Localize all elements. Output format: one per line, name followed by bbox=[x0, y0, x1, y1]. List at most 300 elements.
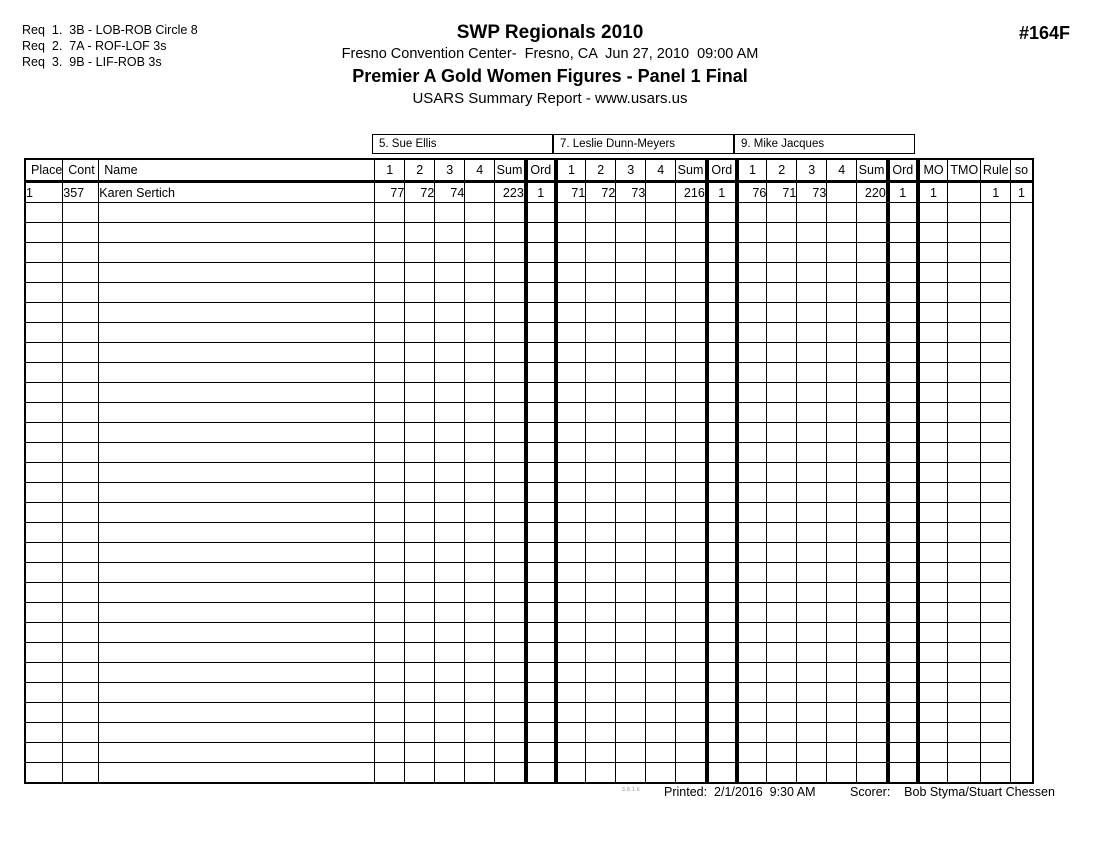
cell-empty bbox=[405, 343, 435, 363]
table-row-empty[interactable] bbox=[25, 243, 1033, 263]
cell-empty bbox=[888, 243, 918, 263]
table-row-empty[interactable] bbox=[25, 263, 1033, 283]
cell-empty bbox=[767, 243, 797, 263]
table-row-empty[interactable] bbox=[25, 443, 1033, 463]
cell-empty bbox=[676, 383, 707, 403]
cell-empty bbox=[556, 403, 586, 423]
cell-empty bbox=[981, 583, 1011, 603]
cell-empty bbox=[25, 623, 63, 643]
cell-empty bbox=[556, 623, 586, 643]
cell-empty bbox=[981, 403, 1011, 423]
table-row-empty[interactable] bbox=[25, 663, 1033, 683]
cell-empty bbox=[646, 603, 676, 623]
cell-empty bbox=[526, 683, 556, 703]
cell-empty bbox=[857, 263, 888, 283]
cell-empty bbox=[526, 583, 556, 603]
cell-empty bbox=[676, 263, 707, 283]
table-row-empty[interactable] bbox=[25, 363, 1033, 383]
cell-empty bbox=[616, 283, 646, 303]
cell-empty bbox=[888, 483, 918, 503]
cell-empty bbox=[767, 583, 797, 603]
cell-empty bbox=[586, 423, 616, 443]
col-header-j3-score-3: 3 bbox=[797, 159, 827, 182]
cell-empty bbox=[586, 683, 616, 703]
cell-empty bbox=[435, 483, 465, 503]
cell-empty bbox=[526, 503, 556, 523]
cell-empty bbox=[646, 283, 676, 303]
cell-empty bbox=[981, 243, 1011, 263]
cell-empty bbox=[827, 463, 857, 483]
cell-empty bbox=[981, 623, 1011, 643]
col-header-j3-sum: Sum bbox=[857, 159, 888, 182]
cell-empty bbox=[948, 443, 981, 463]
table-row-empty[interactable] bbox=[25, 203, 1033, 223]
cell-empty bbox=[526, 703, 556, 723]
cell-empty bbox=[797, 723, 827, 743]
cell-empty bbox=[857, 563, 888, 583]
cell-empty bbox=[827, 523, 857, 543]
cell-empty bbox=[767, 223, 797, 243]
cell-empty bbox=[676, 583, 707, 603]
cell-empty bbox=[25, 383, 63, 403]
cell-empty bbox=[63, 523, 99, 543]
cell-empty bbox=[375, 543, 405, 563]
cell-empty bbox=[827, 643, 857, 663]
cell-empty bbox=[556, 563, 586, 583]
cell-empty bbox=[981, 643, 1011, 663]
cell-empty bbox=[465, 243, 495, 263]
cell-empty bbox=[676, 543, 707, 563]
col-header-j2-score-4: 4 bbox=[646, 159, 676, 182]
cell-empty bbox=[737, 703, 767, 723]
cell-empty bbox=[99, 503, 375, 523]
cell-empty bbox=[707, 723, 737, 743]
cell-empty bbox=[375, 643, 405, 663]
cell-empty bbox=[375, 723, 405, 743]
table-row-empty[interactable] bbox=[25, 383, 1033, 403]
cell-empty bbox=[948, 243, 981, 263]
table-row-empty[interactable] bbox=[25, 423, 1033, 443]
cell-empty bbox=[99, 763, 375, 784]
cell-empty bbox=[948, 483, 981, 503]
col-header-j1-score-4: 4 bbox=[465, 159, 495, 182]
cell-empty bbox=[918, 323, 948, 343]
cell-empty bbox=[63, 643, 99, 663]
cell-so: 1 bbox=[1011, 182, 1033, 203]
cell-empty bbox=[405, 303, 435, 323]
cell-empty bbox=[767, 463, 797, 483]
cell-empty bbox=[707, 543, 737, 563]
cell-empty bbox=[556, 263, 586, 283]
cell-empty bbox=[797, 203, 827, 223]
cell-empty bbox=[676, 503, 707, 523]
cell-empty bbox=[888, 503, 918, 523]
cell-empty bbox=[948, 703, 981, 723]
cell-empty bbox=[918, 743, 948, 763]
cell-empty bbox=[435, 643, 465, 663]
cell-empty bbox=[737, 483, 767, 503]
cell-empty bbox=[646, 443, 676, 463]
cell-empty bbox=[918, 563, 948, 583]
cell-empty bbox=[556, 223, 586, 243]
cell-empty bbox=[918, 503, 948, 523]
cell-empty bbox=[375, 663, 405, 683]
cell-empty bbox=[99, 323, 375, 343]
cell-empty bbox=[981, 663, 1011, 683]
venue-date-line: Fresno Convention Center- Fresno, CA Jun 27, 2010 09:00 AM bbox=[341, 46, 759, 62]
cell-empty bbox=[465, 423, 495, 443]
cell-empty bbox=[63, 703, 99, 723]
cell-empty bbox=[646, 403, 676, 423]
cell-empty bbox=[918, 603, 948, 623]
cell-empty bbox=[99, 223, 375, 243]
cell-empty bbox=[676, 763, 707, 784]
cell-empty bbox=[948, 363, 981, 383]
cell-empty bbox=[857, 683, 888, 703]
cell-empty bbox=[948, 583, 981, 603]
cell-empty bbox=[616, 583, 646, 603]
table-row-empty[interactable] bbox=[25, 403, 1033, 423]
cell-empty bbox=[827, 363, 857, 383]
cell-empty bbox=[495, 363, 526, 383]
table-row-empty[interactable] bbox=[25, 523, 1033, 543]
cell-empty bbox=[495, 463, 526, 483]
cell-empty bbox=[981, 763, 1011, 784]
cell-empty bbox=[767, 303, 797, 323]
cell-empty bbox=[827, 563, 857, 583]
cell-empty bbox=[707, 203, 737, 223]
cell-empty bbox=[556, 483, 586, 503]
cell-empty bbox=[707, 463, 737, 483]
cell-empty bbox=[797, 763, 827, 784]
cell-empty bbox=[948, 563, 981, 583]
cell-empty bbox=[25, 243, 63, 263]
cell-empty bbox=[797, 363, 827, 383]
cell-empty bbox=[25, 203, 63, 223]
cell-empty bbox=[857, 583, 888, 603]
cell-empty bbox=[646, 583, 676, 603]
cell-empty bbox=[827, 583, 857, 603]
table-row-empty[interactable] bbox=[25, 763, 1033, 784]
cell-empty bbox=[586, 663, 616, 683]
cell-empty bbox=[676, 363, 707, 383]
cell-empty bbox=[375, 743, 405, 763]
cell-empty bbox=[435, 563, 465, 583]
cell-empty bbox=[827, 703, 857, 723]
cell-empty bbox=[918, 763, 948, 784]
cell-empty bbox=[465, 643, 495, 663]
table-row-empty[interactable] bbox=[25, 283, 1033, 303]
cell-empty bbox=[797, 343, 827, 363]
cell-empty bbox=[63, 223, 99, 243]
cell-empty bbox=[435, 363, 465, 383]
table-row-empty[interactable] bbox=[25, 563, 1033, 583]
cell-empty bbox=[918, 383, 948, 403]
cell-empty bbox=[797, 283, 827, 303]
cell-empty bbox=[25, 723, 63, 743]
cell-empty bbox=[405, 683, 435, 703]
cell-empty bbox=[827, 403, 857, 423]
cell-empty bbox=[526, 763, 556, 784]
cell-empty bbox=[405, 723, 435, 743]
cell-empty bbox=[556, 543, 586, 563]
table-row-empty[interactable] bbox=[25, 343, 1033, 363]
cell-empty bbox=[888, 443, 918, 463]
cell-empty bbox=[857, 743, 888, 763]
cell-empty bbox=[948, 303, 981, 323]
cell-empty bbox=[646, 483, 676, 503]
cell-empty bbox=[918, 663, 948, 683]
cell-empty bbox=[63, 623, 99, 643]
col-header-j2-sum: Sum bbox=[676, 159, 707, 182]
cell-empty bbox=[465, 683, 495, 703]
cell-empty bbox=[981, 203, 1011, 223]
cell-empty bbox=[827, 443, 857, 463]
col-header-j3-score-4: 4 bbox=[827, 159, 857, 182]
cell-empty bbox=[435, 603, 465, 623]
cell-empty bbox=[495, 203, 526, 223]
cell-empty bbox=[676, 303, 707, 323]
cell-empty bbox=[616, 323, 646, 343]
cell-j3-score-3: 73 bbox=[797, 182, 827, 203]
cell-empty bbox=[375, 483, 405, 503]
cell-empty bbox=[857, 403, 888, 423]
cell-empty bbox=[465, 443, 495, 463]
cell-empty bbox=[616, 523, 646, 543]
cell-empty bbox=[707, 623, 737, 643]
cell-empty bbox=[526, 563, 556, 583]
requirement-line-3: Req 3. 9B - LIF-ROB 3s bbox=[22, 55, 162, 69]
table-row-empty[interactable] bbox=[25, 503, 1033, 523]
cell-empty bbox=[435, 523, 465, 543]
cell-empty bbox=[616, 363, 646, 383]
cell-empty bbox=[827, 623, 857, 643]
cell-empty bbox=[797, 563, 827, 583]
cell-empty bbox=[767, 323, 797, 343]
cell-empty bbox=[857, 363, 888, 383]
cell-empty bbox=[405, 623, 435, 643]
cell-empty bbox=[857, 523, 888, 543]
cell-j3-sum: 220 bbox=[857, 182, 888, 203]
cell-empty bbox=[737, 223, 767, 243]
cell-empty bbox=[586, 323, 616, 343]
cell-empty bbox=[737, 643, 767, 663]
table-row-empty[interactable] bbox=[25, 723, 1033, 743]
cell-empty bbox=[646, 623, 676, 643]
cell-empty bbox=[827, 383, 857, 403]
cell-empty bbox=[676, 703, 707, 723]
cell-empty bbox=[797, 683, 827, 703]
cell-empty bbox=[918, 723, 948, 743]
cell-empty bbox=[767, 363, 797, 383]
cell-empty bbox=[375, 323, 405, 343]
cell-empty bbox=[556, 363, 586, 383]
cell-empty bbox=[707, 603, 737, 623]
cell-empty bbox=[767, 543, 797, 563]
cell-empty bbox=[797, 443, 827, 463]
cell-empty bbox=[616, 563, 646, 583]
cell-empty bbox=[918, 443, 948, 463]
cell-empty bbox=[918, 283, 948, 303]
cell-empty bbox=[888, 683, 918, 703]
cell-empty bbox=[586, 363, 616, 383]
event-number: #164F bbox=[1018, 23, 1070, 43]
col-header-cont: Cont bbox=[63, 159, 99, 182]
cell-name: Karen Sertich bbox=[99, 182, 375, 203]
cell-empty bbox=[375, 223, 405, 243]
table-row-empty[interactable] bbox=[25, 583, 1033, 603]
cell-empty bbox=[375, 203, 405, 223]
cell-empty bbox=[918, 683, 948, 703]
table-row-empty[interactable] bbox=[25, 463, 1033, 483]
cell-empty bbox=[616, 603, 646, 623]
table-row-empty[interactable] bbox=[25, 623, 1033, 643]
cell-empty bbox=[676, 623, 707, 643]
cell-empty bbox=[948, 603, 981, 623]
table-row-empty[interactable] bbox=[25, 703, 1033, 723]
cell-empty bbox=[556, 763, 586, 784]
cell-empty bbox=[526, 383, 556, 403]
cell-empty bbox=[707, 303, 737, 323]
col-header-j3-score-2: 2 bbox=[767, 159, 797, 182]
cell-empty bbox=[556, 703, 586, 723]
cell-empty bbox=[405, 763, 435, 784]
cell-empty bbox=[857, 703, 888, 723]
table-row[interactable] bbox=[25, 182, 1033, 203]
table-row-empty[interactable] bbox=[25, 483, 1033, 503]
cell-empty bbox=[63, 463, 99, 483]
cell-empty bbox=[646, 683, 676, 703]
cell-empty bbox=[495, 763, 526, 784]
cell-empty bbox=[556, 643, 586, 663]
cell-empty bbox=[918, 643, 948, 663]
cell-empty bbox=[981, 443, 1011, 463]
cell-empty bbox=[918, 303, 948, 323]
cell-empty bbox=[707, 503, 737, 523]
cell-empty bbox=[435, 583, 465, 603]
printed-timestamp: Printed: 2/1/2016 9:30 AM bbox=[664, 785, 816, 799]
cell-empty bbox=[707, 403, 737, 423]
cell-empty bbox=[737, 303, 767, 323]
cell-empty bbox=[435, 683, 465, 703]
cell-empty bbox=[586, 203, 616, 223]
cell-empty bbox=[646, 663, 676, 683]
cell-empty bbox=[797, 403, 827, 423]
cell-empty bbox=[797, 623, 827, 643]
cell-empty bbox=[526, 263, 556, 283]
cell-empty bbox=[797, 543, 827, 563]
table-row-empty[interactable] bbox=[25, 643, 1033, 663]
cell-empty bbox=[827, 323, 857, 343]
cell-cont: 357 bbox=[63, 182, 99, 203]
table-row-empty[interactable] bbox=[25, 743, 1033, 763]
cell-empty bbox=[526, 623, 556, 643]
cell-empty bbox=[99, 243, 375, 263]
cell-j2-score-1: 71 bbox=[556, 182, 586, 203]
cell-empty bbox=[99, 283, 375, 303]
cell-empty bbox=[646, 743, 676, 763]
cell-empty bbox=[737, 543, 767, 563]
table-row-empty[interactable] bbox=[25, 223, 1033, 243]
cell-empty bbox=[646, 563, 676, 583]
cell-empty bbox=[586, 583, 616, 603]
cell-empty bbox=[918, 623, 948, 643]
cell-empty bbox=[586, 503, 616, 523]
cell-empty bbox=[646, 343, 676, 363]
cell-empty bbox=[981, 603, 1011, 623]
cell-empty bbox=[616, 343, 646, 363]
cell-empty bbox=[99, 563, 375, 583]
table-row-empty[interactable] bbox=[25, 603, 1033, 623]
cell-empty bbox=[646, 463, 676, 483]
cell-empty bbox=[25, 443, 63, 463]
cell-empty bbox=[797, 483, 827, 503]
cell-empty bbox=[25, 363, 63, 383]
cell-empty bbox=[616, 543, 646, 563]
cell-empty bbox=[948, 463, 981, 483]
cell-empty bbox=[25, 643, 63, 663]
table-body bbox=[25, 182, 1033, 784]
cell-empty bbox=[375, 423, 405, 443]
cell-empty bbox=[556, 603, 586, 623]
cell-empty bbox=[857, 223, 888, 243]
cell-empty bbox=[495, 703, 526, 723]
cell-empty bbox=[435, 263, 465, 283]
cell-empty bbox=[857, 303, 888, 323]
table-row-empty[interactable] bbox=[25, 543, 1033, 563]
cell-empty bbox=[737, 343, 767, 363]
cell-empty bbox=[918, 543, 948, 563]
cell-empty bbox=[827, 763, 857, 784]
cell-empty bbox=[827, 243, 857, 263]
cell-empty bbox=[737, 443, 767, 463]
cell-empty bbox=[948, 523, 981, 543]
cell-empty bbox=[737, 203, 767, 223]
cell-empty bbox=[737, 583, 767, 603]
cell-empty bbox=[676, 443, 707, 463]
cell-empty bbox=[526, 723, 556, 743]
cell-empty bbox=[556, 243, 586, 263]
cell-empty bbox=[405, 563, 435, 583]
cell-empty bbox=[405, 323, 435, 343]
cell-empty bbox=[646, 723, 676, 743]
cell-empty bbox=[981, 563, 1011, 583]
cell-empty bbox=[465, 483, 495, 503]
cell-empty bbox=[465, 723, 495, 743]
cell-empty bbox=[405, 523, 435, 543]
cell-empty bbox=[888, 523, 918, 543]
cell-empty bbox=[25, 263, 63, 283]
col-header-j1-ord: Ord bbox=[526, 159, 556, 182]
cell-empty bbox=[586, 743, 616, 763]
cell-empty bbox=[405, 483, 435, 503]
cell-empty bbox=[465, 263, 495, 283]
cell-empty bbox=[405, 603, 435, 623]
cell-empty bbox=[797, 703, 827, 723]
table-row-empty[interactable] bbox=[25, 323, 1033, 343]
cell-empty bbox=[827, 203, 857, 223]
cell-rule: 1 bbox=[981, 182, 1011, 203]
cell-empty bbox=[495, 223, 526, 243]
cell-empty bbox=[797, 263, 827, 283]
cell-empty bbox=[586, 643, 616, 663]
cell-empty bbox=[435, 443, 465, 463]
cell-empty bbox=[737, 623, 767, 643]
cell-empty bbox=[586, 543, 616, 563]
cell-empty bbox=[435, 723, 465, 743]
table-row-empty[interactable] bbox=[25, 303, 1033, 323]
table-row-empty[interactable] bbox=[25, 683, 1033, 703]
